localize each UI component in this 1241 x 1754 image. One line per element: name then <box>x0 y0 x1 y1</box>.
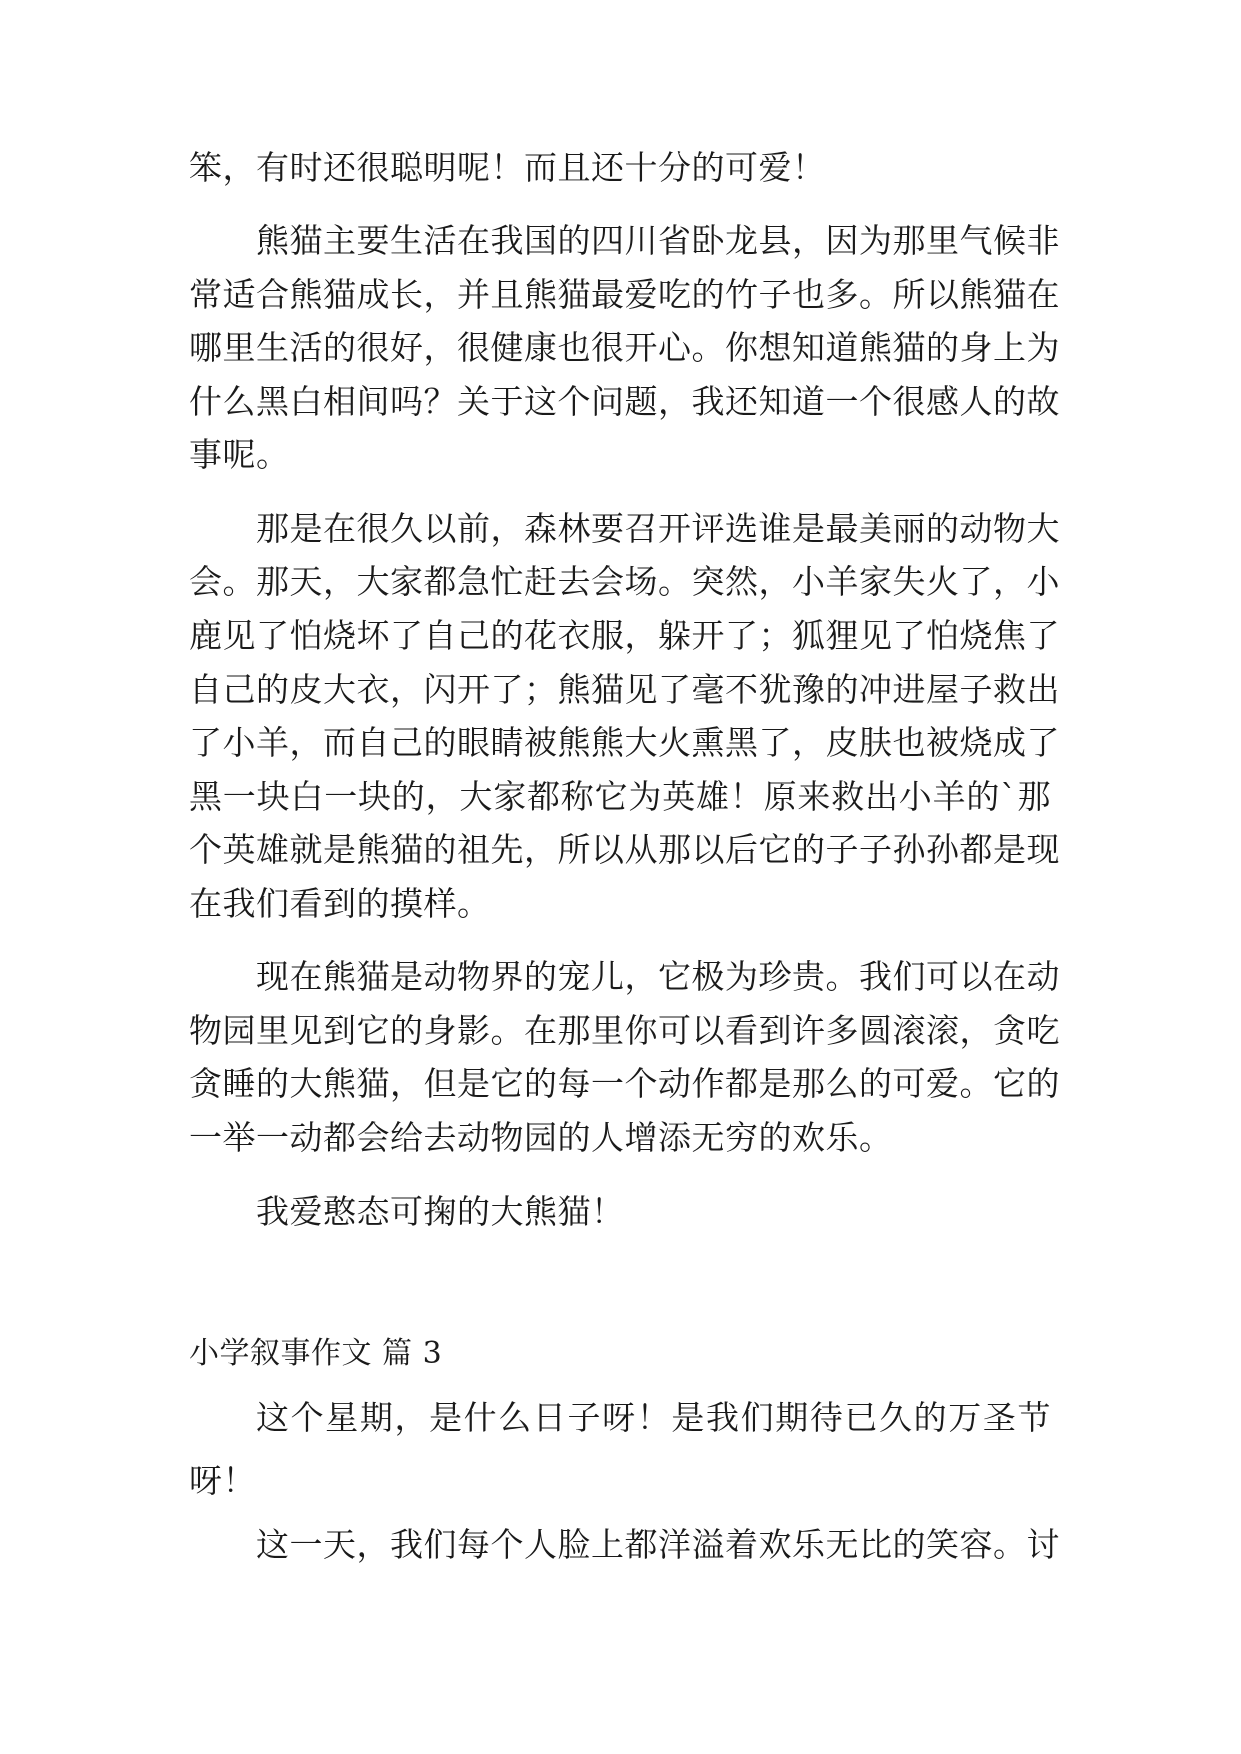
text-line: 常适合熊猫成长，并且熊猫最爱吃的竹子也多。所以熊猫在 <box>189 275 1060 314</box>
text-line: 呀！ <box>189 1461 256 1500</box>
paragraph-start-line: 这一天，我们每个人脸上都洋溢着欢乐无比的笑容。讨 <box>256 1525 1060 1564</box>
paragraph-start-line: 我爱憨态可掬的大熊猫！ <box>256 1192 625 1231</box>
paragraph-start-line: 这个星期，是什么日子呀！是我们期待已久的万圣节 <box>256 1398 1051 1437</box>
text-line: 物园里见到它的身影。在那里你可以看到许多圆滚滚，贪吃 <box>189 1011 1060 1050</box>
text-line: 哪里生活的很好，很健康也很开心。你想知道熊猫的身上为 <box>189 328 1060 367</box>
paragraph-start-line: 熊猫主要生活在我国的四川省卧龙县，因为那里气候非 <box>256 221 1060 260</box>
text-line: 自己的皮大衣，闪开了；熊猫见了毫不犹豫的冲进屋子救出 <box>189 670 1060 709</box>
text-line: 在我们看到的摸样。 <box>189 884 491 923</box>
text-line: 了小羊，而自己的眼睛被熊熊大火熏黑了，皮肤也被烧成了 <box>189 723 1060 762</box>
text-line: 什么黑白相间吗？关于这个问题，我还知道一个很感人的故 <box>189 382 1060 421</box>
text-line: 会。那天，大家都急忙赶去会场。突然，小羊家失火了，小 <box>189 562 1060 601</box>
text-line: 黑一块白一块的，大家都称它为英雄！原来救出小羊的`那 <box>189 777 1051 816</box>
section-heading: 小学叙事作文 篇 3 <box>189 1336 443 1371</box>
paragraph-start-line: 现在熊猫是动物界的宠儿，它极为珍贵。我们可以在动 <box>256 957 1060 996</box>
text-line: 笨，有时还很聪明呢！而且还十分的可爱！ <box>189 148 826 187</box>
text-line: 贪睡的大熊猫，但是它的每一个动作都是那么的可爱。它的 <box>189 1064 1060 1103</box>
text-line: 一举一动都会给去动物园的人增添无穷的欢乐。 <box>189 1118 893 1157</box>
paragraph-start-line: 那是在很久以前，森林要召开评选谁是最美丽的动物大 <box>256 509 1060 548</box>
text-line: 事呢。 <box>189 435 290 474</box>
text-line: 鹿见了怕烧坏了自己的花衣服，躲开了；狐狸见了怕烧焦了 <box>189 616 1060 655</box>
text-line: 个英雄就是熊猫的祖先，所以从那以后它的子子孙孙都是现 <box>189 830 1060 869</box>
